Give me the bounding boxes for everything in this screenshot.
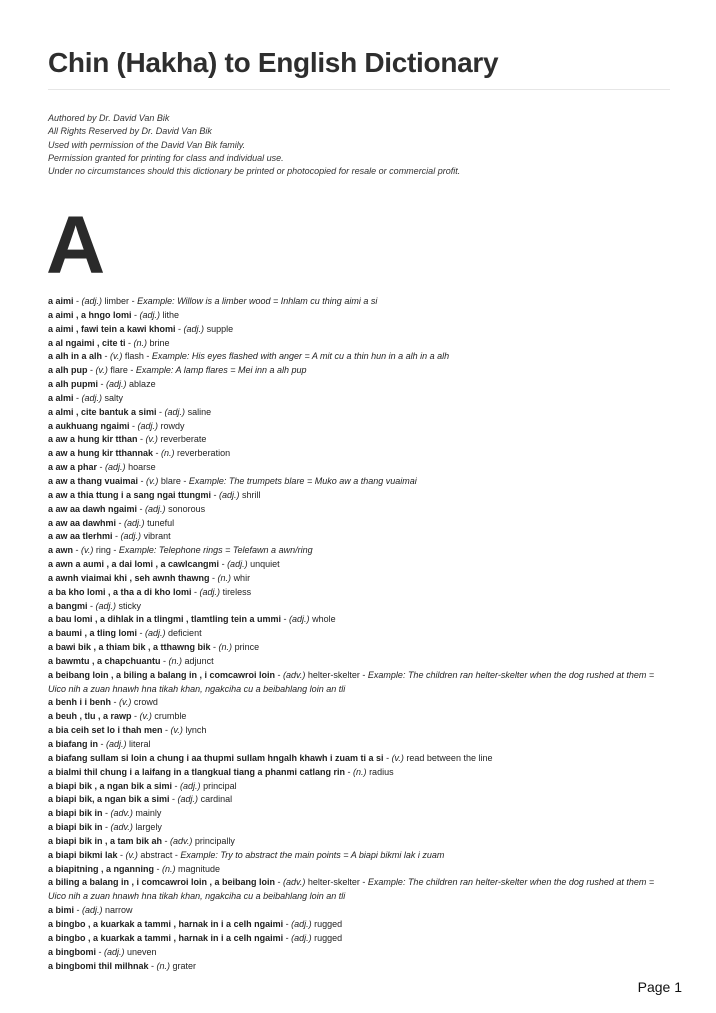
entry-definition: mainly bbox=[135, 808, 162, 819]
entry-definition: salty bbox=[104, 392, 124, 403]
entry-headword: a bialmi thil chung i a laifang in a tlangkual tiang a phanmi catlang rin bbox=[48, 766, 346, 777]
dictionary-entry: a aw a hung kir tthannak - (n.) reverberation bbox=[48, 448, 231, 459]
entry-headword: a almi bbox=[48, 392, 74, 403]
dictionary-entry: a bia ceih set lo i thah men - (v.) lynch bbox=[48, 725, 207, 736]
entry-headword: a aw aa tlerhmi bbox=[48, 531, 113, 542]
entry-example: Example: Willow is a limber wood = Inhlam cu thing aimi a si bbox=[137, 296, 378, 306]
entry-headword: a biapitning , a nganning bbox=[48, 863, 154, 874]
entry-part-of-speech: (adj.) bbox=[145, 503, 166, 514]
entry-part-of-speech: (adj.) bbox=[177, 794, 199, 805]
entry-headword: a aw a hung kir tthan bbox=[48, 434, 138, 445]
dictionary-entry: a alh pupmi - (adj.) ablaze bbox=[48, 379, 156, 390]
entry-part-of-speech: (v.) bbox=[139, 711, 152, 722]
entry-example: Example: The trumpets blare = Muko aw a thang vuaimai bbox=[188, 475, 417, 486]
entry-headword: a awnh viaimai khi , seh awnh thawng bbox=[48, 572, 210, 583]
entry-headword: a biapi bik in , a tam bik ah bbox=[48, 835, 163, 846]
dictionary-entry: a biafang sullam si loin a chung i aa thupmi sullam hngalh khawh i zuam ti a si - (v.) read between the line bbox=[48, 752, 493, 763]
entry-headword: a awn bbox=[48, 545, 74, 556]
entry-headword: a alh in a alh bbox=[48, 351, 103, 362]
entry-part-of-speech: (n.) bbox=[162, 863, 176, 874]
entry-definition: reverberation bbox=[177, 448, 231, 459]
entry-definition: supple bbox=[206, 323, 234, 334]
entry-example: Example: His eyes flashed with anger = A mit cu a thin hun in a alh in a alh bbox=[151, 351, 450, 362]
entry-part-of-speech: (n.) bbox=[218, 642, 233, 653]
entry-part-of-speech: (v.) bbox=[170, 725, 183, 736]
entry-part-of-speech: (adj.) bbox=[291, 918, 312, 929]
credit-line: All Rights Reserved by Dr. David Van Bik bbox=[48, 126, 212, 137]
entry-headword: a bingbomi thil milhnak bbox=[48, 960, 149, 971]
entry-part-of-speech: (adj.) bbox=[139, 309, 161, 320]
entry-headword: a biapi bik , a ngan bik a simi bbox=[48, 780, 173, 791]
entry-definition: magnitude bbox=[178, 863, 221, 874]
entry-headword: a aw a thia ttung i a sang ngai ttungmi bbox=[48, 489, 212, 500]
entry-definition: blare bbox=[160, 475, 181, 486]
entry-part-of-speech: (adj.) bbox=[291, 932, 312, 943]
entry-definition: brine bbox=[149, 337, 170, 348]
entry-example: Example: Try to abstract the main points = A biapi bikmi lak i zuam bbox=[180, 849, 445, 860]
credit-line: Under no circumstances should this dictionary be printed or photocopied for resale or commercial profit. bbox=[48, 166, 461, 177]
entry-definition: crowd bbox=[133, 697, 158, 708]
entry-definition: shrill bbox=[242, 489, 261, 500]
dictionary-entry: a alh in a alh - (v.) flash - Example: His eyes flashed with anger = A mit cu a thin hun in a alh in a alh bbox=[48, 351, 450, 362]
dictionary-entry: a almi - (adj.) salty bbox=[48, 392, 124, 403]
dictionary-entry: a bangmi - (adj.) sticky bbox=[48, 600, 142, 611]
dictionary-entry: a almi , cite bantuk a simi - (adj.) saline bbox=[48, 406, 212, 417]
section-letter: A bbox=[46, 200, 106, 291]
dictionary-entry: a bingbo , a kuarkak a tammi , harnak in i a celh ngaimi - (adj.) rugged bbox=[48, 932, 343, 943]
entry-definition: narrow bbox=[105, 905, 133, 916]
entry-definition: saline bbox=[187, 406, 212, 417]
entry-headword: a beibang loin , a biling a balang in , i comcawroi loin bbox=[48, 669, 276, 680]
dictionary-entry: a biapi bik, a ngan bik a simi - (adj.) cardinal bbox=[48, 794, 233, 805]
dictionary-entry: a ba kho lomi , a tha a di kho lomi - (adj.) tireless bbox=[48, 586, 252, 597]
dictionary-entry: a bawi bik , a thiam bik , a tthawng bik - (n.) prince bbox=[48, 642, 260, 653]
entry-definition: whole bbox=[312, 614, 336, 625]
dictionary-entry: a bingbo , a kuarkak a tammi , harnak in i a celh ngaimi - (adj.) rugged bbox=[48, 918, 343, 929]
entry-definition: crumble bbox=[154, 711, 187, 722]
entry-definition: tuneful bbox=[147, 517, 175, 528]
entry-headword: a aw aa dawhmi bbox=[48, 517, 117, 528]
entry-headword: a biling a balang in , i comcawroi loin , a beibang loin bbox=[48, 877, 276, 888]
dictionary-entry: a awn a aumi , a dai lomi , a cawlcangmi - (adj.) unquiet bbox=[48, 559, 280, 570]
dictionary-entry: a biafang in - (adj.) literal bbox=[48, 739, 151, 749]
entry-headword: a biafang in bbox=[48, 739, 99, 749]
entry-headword: a aimi , a hngo lomi bbox=[48, 309, 132, 320]
dictionary-entry: a beibang loin , a biling a balang in , i comcawroi loin - (adv.) helter-skelter - Example: The children ran helter-skelter when the dog rushed at them = Uico nih a zuan hnawh hna tikah khan, ngakciha cu a beibahlang loin an tli bbox=[48, 669, 655, 694]
entry-part-of-speech: (adv.) bbox=[110, 808, 133, 819]
entry-part-of-speech: (adj.) bbox=[81, 392, 103, 403]
entry-headword: a aw a hung kir tthannak bbox=[48, 448, 154, 459]
entry-headword: a biapi bik in bbox=[48, 808, 103, 819]
dictionary-entry: a aw a thia ttung i a sang ngai ttungmi - (adj.) shrill bbox=[48, 489, 261, 500]
entry-definition: cardinal bbox=[200, 794, 233, 805]
entry-headword: a bawi bik , a thiam bik , a tthawng bik bbox=[48, 642, 211, 653]
entry-definition: reverberate bbox=[160, 434, 207, 445]
entry-headword: a aw a phar bbox=[48, 462, 98, 473]
dictionary-entry: a aukhuang ngaimi - (adj.) rowdy bbox=[48, 420, 185, 431]
credit-line: Authored by Dr. David Van Bik bbox=[48, 113, 170, 123]
entry-definition: principally bbox=[194, 835, 235, 846]
entry-headword: a benh i i benh bbox=[48, 697, 112, 708]
entry-definition: rugged bbox=[314, 918, 343, 929]
entry-headword: a almi , cite bantuk a simi bbox=[48, 406, 157, 417]
entry-definition: limber bbox=[104, 296, 130, 306]
entry-definition: uneven bbox=[127, 946, 157, 957]
entry-part-of-speech: (adj.) bbox=[120, 531, 142, 542]
entry-part-of-speech: (v.) bbox=[95, 365, 108, 376]
entry-headword: a bingbomi bbox=[48, 946, 96, 957]
entry-list bbox=[48, 295, 674, 973]
entry-definition: hoarse bbox=[128, 462, 156, 473]
entry-headword: a bia ceih set lo i thah men bbox=[48, 725, 163, 736]
entry-part-of-speech: (v.) bbox=[145, 434, 158, 445]
entry-part-of-speech: (adj.) bbox=[106, 739, 127, 749]
entry-definition: sticky bbox=[118, 600, 142, 611]
dictionary-entry: a beuh , tlu , a rawp - (v.) crumble bbox=[48, 711, 187, 722]
entry-headword: a aimi bbox=[48, 296, 74, 306]
entry-definition: tireless bbox=[222, 586, 252, 597]
entry-part-of-speech: (adv.) bbox=[110, 822, 133, 833]
entry-definition: prince bbox=[234, 642, 260, 653]
entry-headword: a biapi bik in bbox=[48, 822, 103, 833]
dictionary-entry: a alh pup - (v.) flare - Example: A lamp flares = Mei inn a alh pup bbox=[48, 365, 307, 376]
entry-headword: a aukhuang ngaimi bbox=[48, 420, 130, 431]
entry-part-of-speech: (adj.) bbox=[81, 296, 103, 306]
title-divider bbox=[48, 89, 670, 90]
dictionary-entry: a bialmi thil chung i a laifang in a tlangkual tiang a phanmi catlang rin - (n.) radius bbox=[48, 766, 394, 777]
entry-headword: a bimi bbox=[48, 905, 75, 916]
credits-block bbox=[48, 112, 668, 178]
entry-definition: helter-skelter bbox=[307, 669, 360, 680]
entry-headword: a bangmi bbox=[48, 600, 88, 611]
entry-headword: a bingbo , a kuarkak a tammi , harnak in i a celh ngaimi bbox=[48, 932, 284, 943]
entry-definition: whir bbox=[233, 572, 251, 583]
dictionary-entry: a biapi bik in - (adv.) mainly bbox=[48, 808, 162, 819]
dictionary-entry: a aw aa dawhmi - (adj.) tuneful bbox=[48, 517, 175, 528]
entry-example: Example: The children ran helter-skelter when the dog rushed at them = Uico nih a zuan hnawh hna tikah khan, ngakciha cu a beibahlang loin an tli bbox=[48, 877, 655, 902]
entry-headword: a aw a thang vuaimai bbox=[48, 475, 139, 486]
entry-part-of-speech: (n.) bbox=[217, 572, 232, 583]
page-number: Page 1 bbox=[637, 979, 682, 995]
entry-example: Example: The children ran helter-skelter when the dog rushed at them = Uico nih a zuan hnawh hna tikah khan, ngakciha cu a beibahlang loin an tli bbox=[48, 669, 655, 694]
dictionary-entry: a biapi bik in - (adv.) largely bbox=[48, 822, 162, 833]
entry-part-of-speech: (adj.) bbox=[289, 614, 310, 625]
entry-part-of-speech: (adj.) bbox=[137, 420, 159, 431]
entry-part-of-speech: (adj.) bbox=[95, 600, 117, 611]
entry-part-of-speech: (n.) bbox=[168, 655, 183, 666]
entry-definition: vibrant bbox=[143, 531, 171, 542]
entry-definition: sonorous bbox=[168, 503, 206, 514]
page-title: Chin (Hakha) to English Dictionary bbox=[48, 47, 499, 78]
dictionary-entry: a aw a thang vuaimai - (v.) blare - Example: The trumpets blare = Muko aw a thang vuaimai bbox=[48, 475, 417, 486]
entry-headword: a biafang sullam si loin a chung i aa thupmi sullam hngalh khawh i zuam ti a si bbox=[48, 752, 384, 763]
entry-headword: a awn a aumi , a dai lomi , a cawlcangmi bbox=[48, 559, 220, 570]
entry-part-of-speech: (adj.) bbox=[82, 905, 103, 916]
entry-part-of-speech: (adj.) bbox=[105, 462, 126, 473]
dictionary-entry: a aw a hung kir tthan - (v.) reverberate bbox=[48, 434, 207, 445]
entry-part-of-speech: (adj.) bbox=[104, 946, 125, 957]
entry-headword: a aimi , fawi tein a kawi khomi bbox=[48, 323, 176, 334]
credit-line: Used with permission of the David Van Bik family. bbox=[48, 139, 246, 150]
dictionary-entry: a benh i i benh - (v.) crowd bbox=[48, 697, 158, 708]
entry-part-of-speech: (n.) bbox=[353, 766, 367, 777]
dictionary-entry: a awn - (v.) ring - Example: Telephone rings = Telefawn a awn/ring bbox=[48, 545, 313, 556]
entry-example: Example: Telephone rings = Telefawn a awn/ring bbox=[118, 545, 313, 556]
entry-headword: a aw aa dawh ngaimi bbox=[48, 503, 138, 514]
entry-headword: a biapi bik, a ngan bik a simi bbox=[48, 794, 170, 805]
dictionary-entry: a bingbomi - (adj.) uneven bbox=[48, 946, 157, 957]
dictionary-entry: a al ngaimi , cite ti - (n.) brine bbox=[48, 337, 170, 348]
entry-part-of-speech: (adj.) bbox=[219, 489, 240, 500]
dictionary-entry: a aimi , a hngo lomi - (adj.) lithe bbox=[48, 309, 180, 320]
entry-definition: grater bbox=[172, 960, 197, 971]
dictionary-entry: a baumi , a tling lomi - (adj.) deficient bbox=[48, 628, 202, 639]
dictionary-entry: a biapi bik in , a tam bik ah - (adv.) principally bbox=[48, 835, 235, 846]
entry-headword: a bingbo , a kuarkak a tammi , harnak in i a celh ngaimi bbox=[48, 918, 284, 929]
entry-headword: a bawmtu , a chapchuantu bbox=[48, 655, 161, 666]
dictionary-entry: a bawmtu , a chapchuantu - (n.) adjunct bbox=[48, 655, 214, 666]
entry-headword: a alh pup bbox=[48, 365, 88, 376]
entry-part-of-speech: (n.) bbox=[133, 337, 148, 348]
entry-part-of-speech: (v.) bbox=[81, 545, 94, 556]
entry-part-of-speech: (v.) bbox=[391, 752, 404, 763]
entry-part-of-speech: (v.) bbox=[125, 849, 138, 860]
entry-headword: a bau lomi , a dihlak in a tlingmi , tlamtling tein a ummi bbox=[48, 614, 282, 625]
dictionary-entry: a aw a phar - (adj.) hoarse bbox=[48, 462, 156, 473]
entry-part-of-speech: (adj.) bbox=[124, 517, 145, 528]
entry-headword: a biapi bikmi lak bbox=[48, 849, 118, 860]
entry-headword: a beuh , tlu , a rawp bbox=[48, 711, 132, 722]
entry-part-of-speech: (n.) bbox=[161, 448, 175, 459]
entry-definition: lithe bbox=[162, 309, 180, 320]
entry-part-of-speech: (adv.) bbox=[283, 877, 306, 888]
entry-definition: rowdy bbox=[160, 420, 185, 431]
entry-definition: rugged bbox=[314, 932, 343, 943]
entry-part-of-speech: (adj.) bbox=[199, 586, 221, 597]
dictionary-entry: a biapitning , a nganning - (n.) magnitude bbox=[48, 863, 221, 874]
entry-part-of-speech: (v.) bbox=[119, 697, 132, 708]
entry-headword: a alh pupmi bbox=[48, 379, 99, 390]
dictionary-entry: a bingbomi thil milhnak - (n.) grater bbox=[48, 960, 197, 971]
dictionary-entry: a biling a balang in , i comcawroi loin , a beibang loin - (adv.) helter-skelter - Example: The children ran helter-skelter when the dog rushed at them = Uico nih a zuan hnawh hna tikah khan, ngakciha cu a beibahlang loin an tli bbox=[48, 877, 655, 902]
entry-part-of-speech: (adj.) bbox=[227, 559, 248, 570]
entry-definition: ablaze bbox=[129, 379, 156, 390]
entry-definition: principal bbox=[203, 780, 237, 791]
entry-definition: helter-skelter bbox=[307, 877, 360, 888]
entry-part-of-speech: (v.) bbox=[110, 351, 123, 362]
dictionary-entry: a aw aa dawh ngaimi - (adj.) sonorous bbox=[48, 503, 206, 514]
credit-line: Permission granted for printing for class and individual use. bbox=[48, 152, 284, 163]
entry-part-of-speech: (adj.) bbox=[183, 323, 205, 334]
dictionary-entry: a bau lomi , a dihlak in a tlingmi , tlamtling tein a ummi - (adj.) whole bbox=[48, 614, 336, 625]
entry-definition: flare bbox=[110, 365, 128, 376]
entry-part-of-speech: (adv.) bbox=[170, 835, 193, 846]
dictionary-entry: a aimi , fawi tein a kawi khomi - (adj.) supple bbox=[48, 323, 234, 334]
entry-definition: radius bbox=[369, 766, 394, 777]
entry-headword: a ba kho lomi , a tha a di kho lomi bbox=[48, 586, 192, 597]
dictionary-entry: a bimi - (adj.) narrow bbox=[48, 905, 133, 916]
entry-definition: flash bbox=[124, 351, 144, 362]
dictionary-entry: a aimi - (adj.) limber - Example: Willow is a limber wood = Inhlam cu thing aimi a si bbox=[48, 296, 378, 306]
entry-headword: a baumi , a tling lomi bbox=[48, 628, 138, 639]
entry-definition: ring bbox=[95, 545, 111, 556]
dictionary-entry: a biapi bikmi lak - (v.) abstract - Example: Try to abstract the main points = A biapi bikmi lak i zuam bbox=[48, 849, 445, 860]
entry-part-of-speech: (adj.) bbox=[164, 406, 186, 417]
entry-headword: a al ngaimi , cite ti bbox=[48, 337, 126, 348]
entry-definition: abstract bbox=[140, 849, 173, 860]
entry-definition: lynch bbox=[185, 725, 207, 736]
entry-example: Example: A lamp flares = Mei inn a alh pup bbox=[135, 365, 307, 376]
entry-definition: read between the line bbox=[406, 752, 493, 763]
entry-part-of-speech: (adj.) bbox=[145, 628, 166, 639]
dictionary-entry: a awnh viaimai khi , seh awnh thawng - (n.) whir bbox=[48, 572, 251, 583]
dictionary-entry: a aw aa tlerhmi - (adj.) vibrant bbox=[48, 531, 171, 542]
dictionary-page bbox=[48, 0, 672, 1013]
entry-definition: unquiet bbox=[250, 559, 280, 570]
entry-definition: adjunct bbox=[184, 655, 214, 666]
entry-part-of-speech: (adv.) bbox=[283, 669, 306, 680]
entry-part-of-speech: (v.) bbox=[146, 475, 159, 486]
entry-definition: literal bbox=[129, 739, 151, 749]
entry-part-of-speech: (adj.) bbox=[106, 379, 127, 390]
entry-part-of-speech: (n.) bbox=[156, 960, 171, 971]
entry-part-of-speech: (adj.) bbox=[180, 780, 201, 791]
dictionary-entry: a biapi bik , a ngan bik a simi - (adj.) principal bbox=[48, 780, 237, 791]
entry-definition: deficient bbox=[168, 628, 202, 639]
entry-definition: largely bbox=[135, 822, 162, 833]
